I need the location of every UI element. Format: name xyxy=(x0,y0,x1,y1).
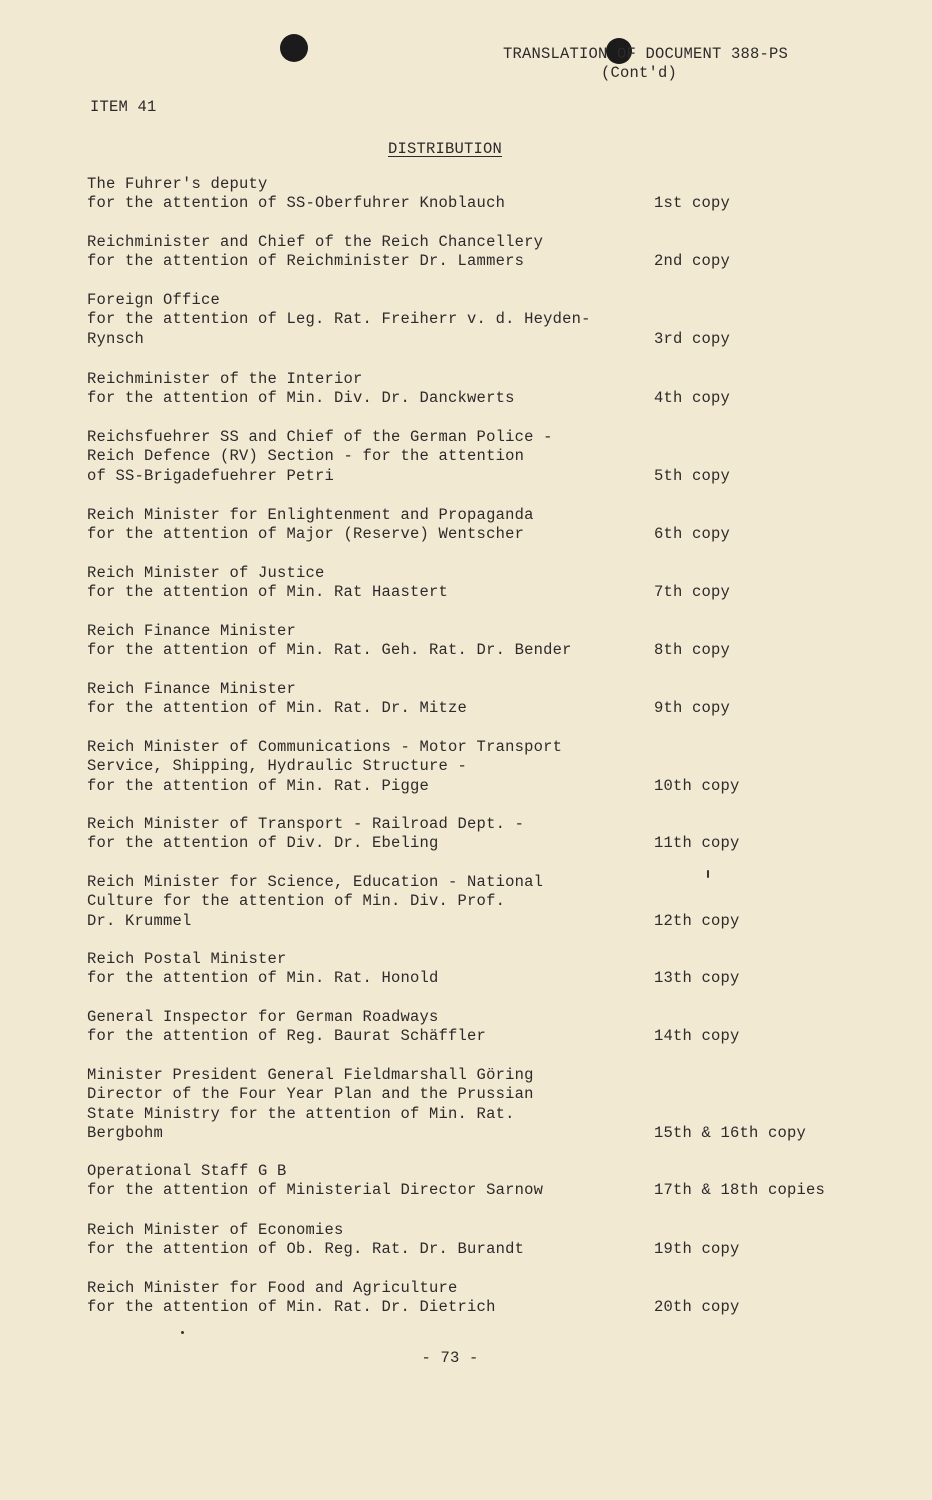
punch-hole xyxy=(280,34,308,62)
recipient-text xyxy=(87,175,627,214)
recipient-text xyxy=(87,370,627,409)
recipient-text xyxy=(87,1221,627,1260)
recipient-line: Dr. Krummel xyxy=(87,911,192,930)
recipient-text xyxy=(87,1279,627,1318)
recipient-line: Reich Finance Minister xyxy=(87,680,297,698)
distribution-entry xyxy=(87,738,847,796)
recipient-line: for the attention of Min. Div. Dr. Danckwerts xyxy=(87,389,515,408)
recipient-line: Foreign Office xyxy=(87,291,221,309)
recipient-text xyxy=(87,564,627,603)
distribution-entry xyxy=(87,1066,847,1143)
recipient-line: for the attention of Min. Rat Haastert xyxy=(87,583,449,602)
recipient-text xyxy=(87,950,627,989)
distribution-entry xyxy=(87,564,847,603)
recipient-line: for the attention of Min. Rat. Dr. Dietrich xyxy=(87,1298,496,1317)
recipient-line: Reich Minister of Economies xyxy=(87,1221,344,1239)
copy-number: 19th copy xyxy=(654,1240,740,1259)
recipient-line: Reich Finance Minister xyxy=(87,622,297,640)
distribution-entry xyxy=(87,1008,847,1047)
copy-number: 10th copy xyxy=(654,776,740,795)
recipient-text xyxy=(87,622,627,661)
recipient-text xyxy=(87,815,627,854)
copy-number: 9th copy xyxy=(654,699,731,718)
distribution-entry xyxy=(87,815,847,854)
recipient-text xyxy=(87,1162,627,1201)
recipient-text xyxy=(87,1008,627,1047)
copy-number: 5th copy xyxy=(654,466,731,485)
distribution-entry xyxy=(87,370,847,409)
recipient-text xyxy=(87,233,627,272)
recipient-text xyxy=(87,680,627,719)
recipient-text xyxy=(87,873,627,931)
recipient-line: for the attention of Ob. Reg. Rat. Dr. Burandt xyxy=(87,1240,525,1259)
recipient-line: Minister President General Fieldmarshall Göring xyxy=(87,1066,534,1084)
distribution-entry xyxy=(87,175,847,214)
copy-number: 14th copy xyxy=(654,1027,740,1046)
recipient-line: for the attention of SS-Oberfuhrer Knoblauch xyxy=(87,194,506,213)
copy-number: 13th copy xyxy=(654,969,740,988)
recipient-line: Reichsfuehrer SS and Chief of the German Police - xyxy=(87,428,553,446)
copy-number: 20th copy xyxy=(654,1298,740,1317)
copy-number: 11th copy xyxy=(654,834,740,853)
recipient-line: Rynsch xyxy=(87,329,145,348)
distribution-entry xyxy=(87,506,847,545)
recipient-line: Reich Minister for Science, Education - National xyxy=(87,873,544,891)
recipient-line: for the attention of Reg. Baurat Schäffler xyxy=(87,1027,487,1046)
recipient-line: Reich Minister of Transport - Railroad Dept. - xyxy=(87,815,525,833)
recipient-line: Reich Postal Minister xyxy=(87,950,287,968)
recipient-text xyxy=(87,1066,627,1143)
recipient-line: for the attention of Min. Rat. Dr. Mitze xyxy=(87,699,468,718)
copy-number: 17th & 18th copies xyxy=(654,1181,826,1200)
copy-number: 7th copy xyxy=(654,583,731,602)
recipient-line: Reich Defence (RV) Section - for the attention xyxy=(87,447,525,466)
page-number: - 73 - xyxy=(421,1349,479,1367)
copy-number: 4th copy xyxy=(654,389,731,408)
distribution-entry xyxy=(87,1279,847,1318)
copy-number: 15th & 16th copy xyxy=(654,1123,807,1142)
distribution-entry xyxy=(87,622,847,661)
copy-number: 6th copy xyxy=(654,525,731,544)
distribution-entry xyxy=(87,291,847,349)
recipient-line: Reichminister of the Interior xyxy=(87,370,363,388)
recipient-line: Reich Minister for Enlightenment and Propaganda xyxy=(87,506,534,524)
recipient-line: Culture for the attention of Min. Div. Prof. xyxy=(87,892,506,911)
recipient-line: for the attention of Min. Rat. Geh. Rat. Dr. Bender xyxy=(87,641,572,660)
recipient-line: for the attention of Leg. Rat. Freiherr v. d. Heyden- xyxy=(87,310,591,329)
ink-speck xyxy=(181,1331,184,1334)
recipient-text xyxy=(87,291,627,349)
recipient-line: for the attention of Div. Dr. Ebeling xyxy=(87,834,439,853)
recipient-line: Operational Staff G B xyxy=(87,1162,287,1180)
distribution-entry xyxy=(87,1221,847,1260)
recipient-text xyxy=(87,738,627,796)
distribution-entry xyxy=(87,428,847,486)
recipient-line: for the attention of Min. Rat. Honold xyxy=(87,969,439,988)
recipient-line: for the attention of Reichminister Dr. Lammers xyxy=(87,252,525,271)
copy-number: 12th copy xyxy=(654,911,740,930)
recipient-line: Reich Minister of Justice xyxy=(87,564,325,582)
distribution-entry xyxy=(87,1162,847,1201)
distribution-entry xyxy=(87,680,847,719)
recipient-line: for the attention of Ministerial Director Sarnow xyxy=(87,1181,544,1200)
recipient-line: Service, Shipping, Hydraulic Structure - xyxy=(87,757,468,776)
recipient-text xyxy=(87,428,627,486)
recipient-line: for the attention of Min. Rat. Pigge xyxy=(87,776,430,795)
recipient-line: Reich Minister for Food and Agriculture xyxy=(87,1279,458,1297)
recipient-line: of SS-Brigadefuehrer Petri xyxy=(87,466,335,485)
copy-number: 2nd copy xyxy=(654,252,731,271)
item-number: ITEM 41 xyxy=(90,98,157,116)
copy-number: 1st copy xyxy=(654,194,731,213)
recipient-line: Director of the Four Year Plan and the Prussian xyxy=(87,1085,534,1104)
document-header-title: TRANSLATION OF DOCUMENT 388-PS xyxy=(503,45,789,63)
recipient-text xyxy=(87,506,627,545)
document-header-continued: (Cont'd) xyxy=(601,64,678,82)
distribution-entry xyxy=(87,233,847,272)
recipient-line: State Ministry for the attention of Min. Rat. xyxy=(87,1104,515,1123)
ink-speck xyxy=(707,870,709,878)
distribution-entry xyxy=(87,873,847,931)
copy-number: 3rd copy xyxy=(654,329,731,348)
recipient-line: The Fuhrer's deputy xyxy=(87,175,268,193)
recipient-line: General Inspector for German Roadways xyxy=(87,1008,439,1026)
section-title: DISTRIBUTION xyxy=(388,140,503,158)
recipient-line: Bergbohm xyxy=(87,1123,164,1142)
recipient-line: for the attention of Major (Reserve) Wentscher xyxy=(87,525,525,544)
distribution-entry xyxy=(87,950,847,989)
copy-number: 8th copy xyxy=(654,641,731,660)
recipient-line: Reichminister and Chief of the Reich Chancellery xyxy=(87,233,544,251)
recipient-line: Reich Minister of Communications - Motor Transport xyxy=(87,738,563,756)
